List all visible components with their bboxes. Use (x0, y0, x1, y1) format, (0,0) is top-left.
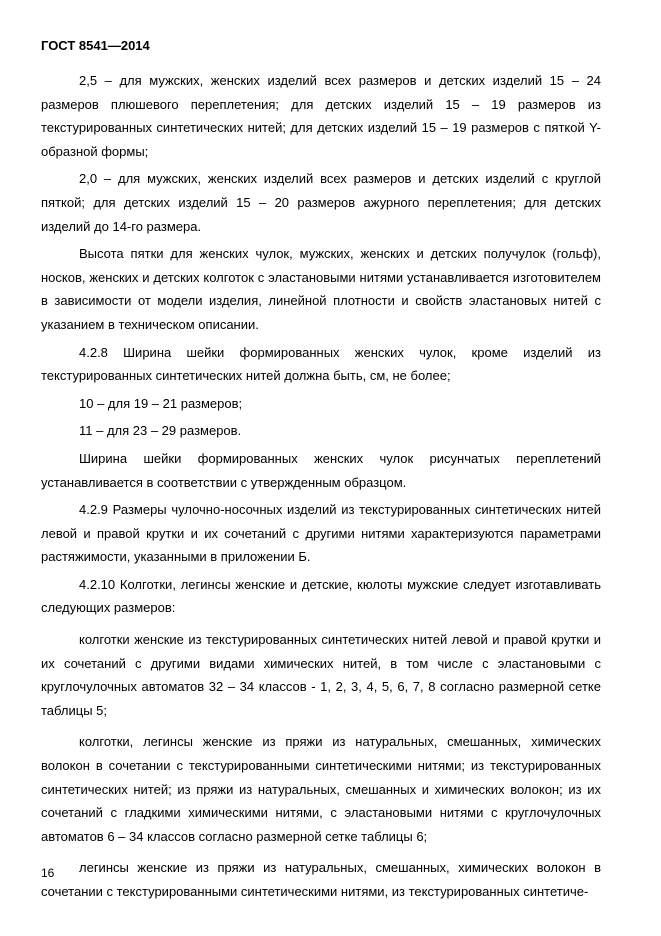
paragraph: 10 – для 19 – 21 размеров; (79, 395, 243, 411)
paragraph: колготки женские из текстурированных синтетических нитей левой и правой крутки и их сочетаний с другими видами химических нитей, в том числе с эластановыми с круглочулочных автоматов 32 – 34 классов - 1, 2, 3, 4, 5, 6, 7, 8 согласно размерной сетке таблицы 5; (41, 632, 601, 718)
paragraph: 2,5 – для мужских, женских изделий всех размеров и детских изделий 15 – 24 размеров плюшевого переплетения; для детских изделий 15 – 19 размеров из текстурированных синтетических нитей; для детских изделий 15 – 19 размеров с пяткой Y-образной формы; (41, 73, 601, 159)
paragraph: легинсы женские из пряжи из натуральных, смешанных, химических волокон в сочетании с текстурированными синтетическими нитями, из текстурированных синтетиче- (41, 860, 601, 899)
paragraph: 2,0 – для мужских, женских изделий всех размеров и детских изделий с круглой пяткой; для детских изделий 15 – 20 размеров ажурного переплетения; для детских изделий до 14-го размера. (41, 171, 601, 234)
document-header: ГОСТ 8541—2014 (41, 38, 150, 53)
page-number: 16 (41, 866, 55, 880)
paragraph: 4.2.8 Ширина шейки формированных женских чулок, кроме изделий из текстурированных синтетических нитей должна быть, см, не более; (41, 344, 601, 384)
paragraph: 4.2.9 Размеры чулочно-носочных изделий из текстурированных синтетических нитей левой и правой крутки и их сочетаний с другими нитями характеризуются параметрами растяжимости, указанными в приложении Б. (41, 502, 601, 565)
paragraph: Высота пятки для женских чулок, мужских, женских и детских получулок (гольф), носков, женских и детских колготок с эластановыми нитями устанавливается изготовителем в зависимости от модели изделия, линейной плотности и свойств эластановых нитей с указанием в техническом описании. (41, 246, 601, 332)
paragraph: колготки, легинсы женские из пряжи из натуральных, смешанных, химических волокон в сочетании с текстурированными синтетическими нитями; из текстурированных синтетических нитей; из пряжи из натуральных, смешанных и химических волокон; из их сочетаний с гладкими химическими нитями, с эластановыми нитями с круглочулочных автоматов 6 – 34 классов согласно размерной сетке таблицы 6; (41, 734, 601, 844)
paragraph: 4.2.10 Колготки, легинсы женские и детские, кюлоты мужские следует изготавливать следующих размеров: (41, 576, 601, 616)
paragraph: Ширина шейки формированных женских чулок рисунчатых переплетений устанавливается в соответствии с утвержденным образцом. (41, 450, 601, 490)
document-body (41, 69, 601, 904)
paragraph: 11 – для 23 – 29 размеров. (79, 423, 242, 439)
